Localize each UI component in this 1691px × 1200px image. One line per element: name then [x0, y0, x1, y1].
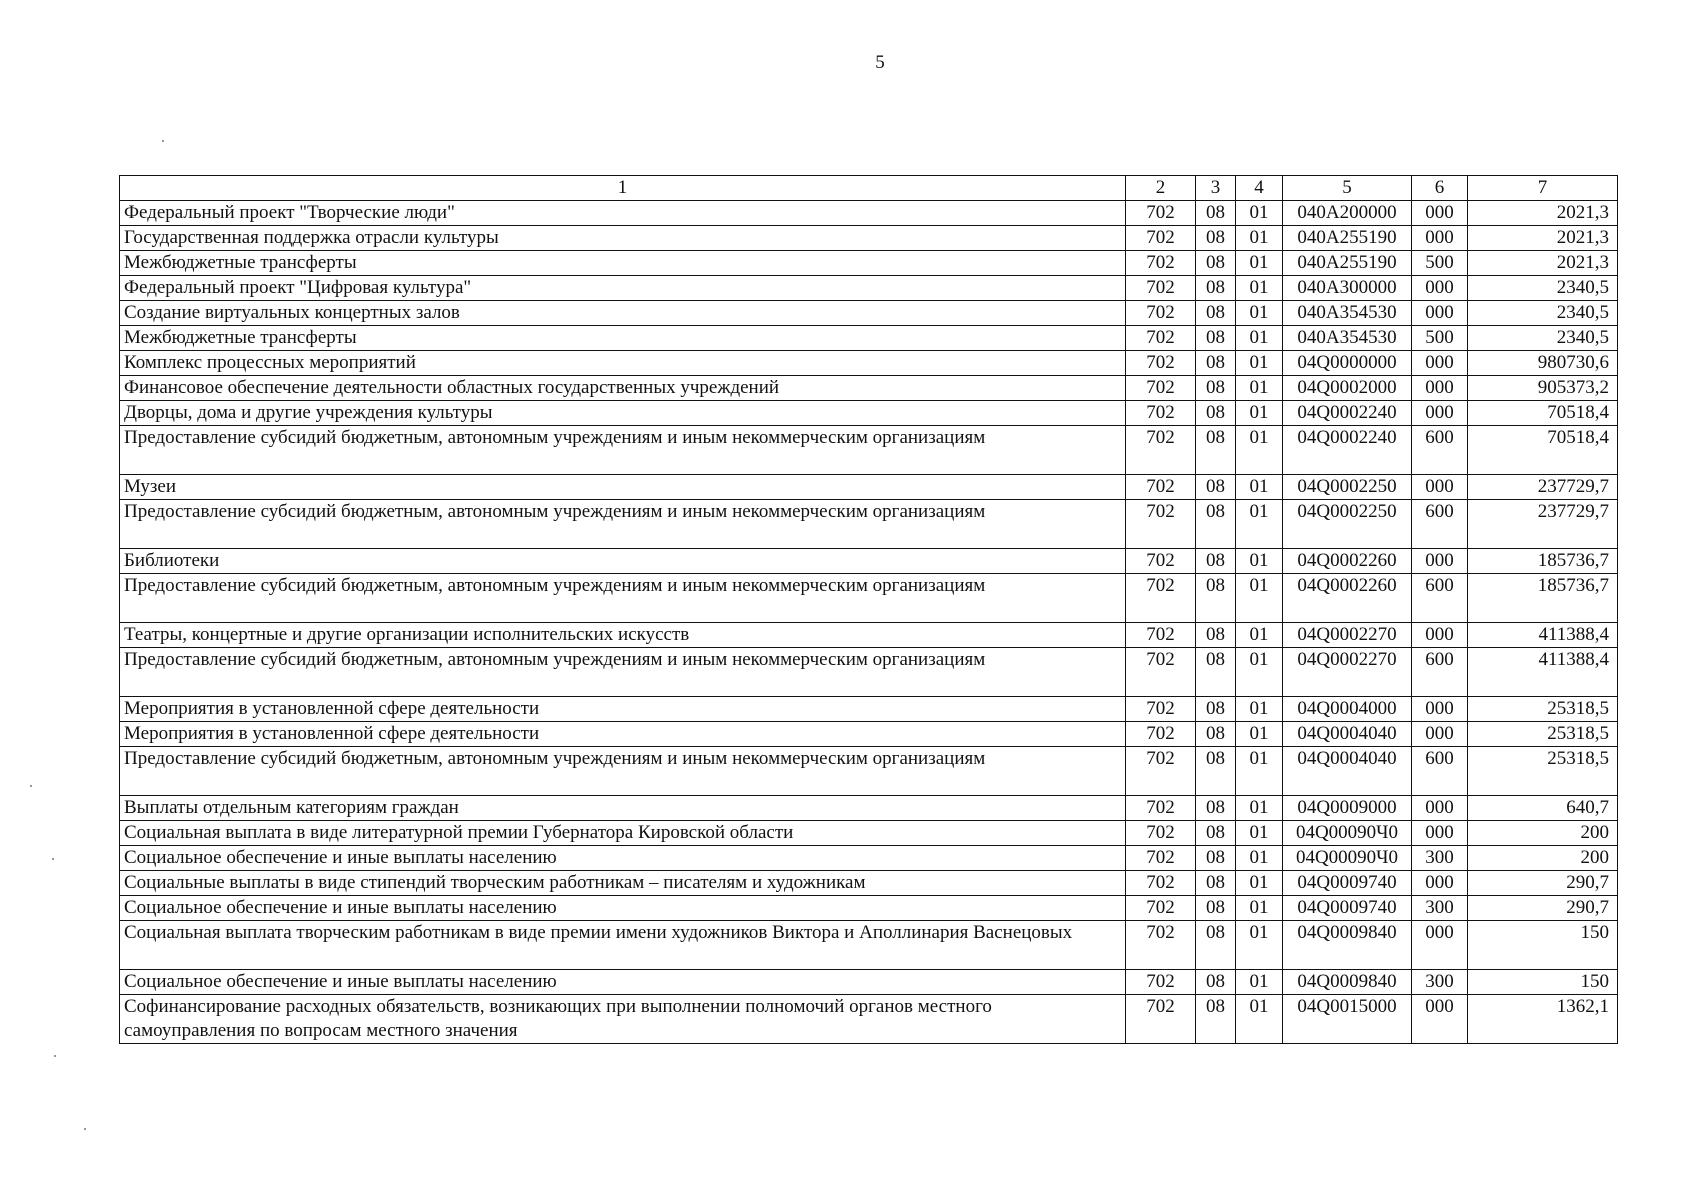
row-name: Социальное обеспечение и иные выплаты населению: [120, 970, 1126, 995]
row-name: Финансовое обеспечение деятельности областных государственных учреждений: [120, 376, 1126, 401]
row-name: Социальное обеспечение и иные выплаты населению: [120, 846, 1126, 871]
row-expense-type: 300: [1412, 896, 1468, 921]
column-header-expense-type: 6: [1412, 176, 1468, 201]
row-target-item: 04Q0009000: [1283, 796, 1412, 821]
table-row: [120, 549, 1618, 574]
row-expense-type: 000: [1412, 995, 1468, 1044]
row-amount: 70518,4: [1468, 401, 1618, 426]
row-subsection: 01: [1236, 796, 1283, 821]
row-section: 08: [1196, 301, 1236, 326]
row-expense-type: 000: [1412, 276, 1468, 301]
row-subsection: 01: [1236, 722, 1283, 747]
column-header-code: 2: [1126, 176, 1196, 201]
row-section: 08: [1196, 846, 1236, 871]
row-subsection: 01: [1236, 574, 1283, 623]
table-header-row: [120, 176, 1618, 201]
row-section: 08: [1196, 426, 1236, 475]
row-target-item: 04Q0000000: [1283, 351, 1412, 376]
row-target-item: 04Q0002000: [1283, 376, 1412, 401]
row-code: 702: [1126, 995, 1196, 1044]
row-amount: 980730,6: [1468, 351, 1618, 376]
row-section: 08: [1196, 351, 1236, 376]
row-section: 08: [1196, 549, 1236, 574]
table-row: [120, 500, 1618, 549]
row-subsection: 01: [1236, 747, 1283, 796]
row-subsection: 01: [1236, 549, 1283, 574]
table-row: [120, 970, 1618, 995]
row-section: 08: [1196, 475, 1236, 500]
row-section: 08: [1196, 401, 1236, 426]
table-row: [120, 401, 1618, 426]
table-row: [120, 871, 1618, 896]
row-name: Мероприятия в установленной сфере деятельности: [120, 722, 1126, 747]
row-target-item: 04Q0004000: [1283, 697, 1412, 722]
row-expense-type: 000: [1412, 722, 1468, 747]
row-target-item: 04Q00090Ч0: [1283, 846, 1412, 871]
row-target-item: 040A300000: [1283, 276, 1412, 301]
row-amount: 2340,5: [1468, 276, 1618, 301]
table-row: [120, 475, 1618, 500]
row-section: 08: [1196, 648, 1236, 697]
row-expense-type: 000: [1412, 623, 1468, 648]
row-name: Мероприятия в установленной сфере деятельности: [120, 697, 1126, 722]
row-target-item: 04Q0002270: [1283, 648, 1412, 697]
row-code: 702: [1126, 351, 1196, 376]
row-target-item: 040A354530: [1283, 326, 1412, 351]
row-amount: 411388,4: [1468, 623, 1618, 648]
row-name: Социальная выплата в виде литературной премии Губернатора Кировской области: [120, 821, 1126, 846]
table-row: [120, 351, 1618, 376]
row-section: 08: [1196, 970, 1236, 995]
row-subsection: 01: [1236, 970, 1283, 995]
row-target-item: 04Q0015000: [1283, 995, 1412, 1044]
row-expense-type: 000: [1412, 475, 1468, 500]
table-row: [120, 251, 1618, 276]
row-section: 08: [1196, 251, 1236, 276]
row-code: 702: [1126, 821, 1196, 846]
row-amount: 237729,7: [1468, 475, 1618, 500]
row-section: 08: [1196, 896, 1236, 921]
table-row: [120, 226, 1618, 251]
row-expense-type: 000: [1412, 549, 1468, 574]
row-expense-type: 000: [1412, 821, 1468, 846]
row-amount: 200: [1468, 821, 1618, 846]
row-code: 702: [1126, 475, 1196, 500]
scan-speck: [162, 140, 164, 142]
row-name: Театры, концертные и другие организации исполнительских искусств: [120, 623, 1126, 648]
row-target-item: 04Q0002260: [1283, 574, 1412, 623]
row-subsection: 01: [1236, 426, 1283, 475]
row-expense-type: 600: [1412, 747, 1468, 796]
column-header-section: 3: [1196, 176, 1236, 201]
table-body: [120, 201, 1618, 1044]
row-amount: 150: [1468, 970, 1618, 995]
table-row: [120, 574, 1618, 623]
row-name: Дворцы, дома и другие учреждения культуры: [120, 401, 1126, 426]
row-target-item: 040A354530: [1283, 301, 1412, 326]
table-row: [120, 301, 1618, 326]
table-row: [120, 201, 1618, 226]
row-name: Социальные выплаты в виде стипендий творческим работникам – писателям и художникам: [120, 871, 1126, 896]
row-amount: 150: [1468, 921, 1618, 970]
row-name: Федеральный проект "Цифровая культура": [120, 276, 1126, 301]
row-amount: 290,7: [1468, 896, 1618, 921]
row-code: 702: [1126, 276, 1196, 301]
row-subsection: 01: [1236, 326, 1283, 351]
row-expense-type: 600: [1412, 648, 1468, 697]
row-section: 08: [1196, 201, 1236, 226]
row-name: Межбюджетные трансферты: [120, 251, 1126, 276]
row-amount: 2340,5: [1468, 301, 1618, 326]
row-subsection: 01: [1236, 475, 1283, 500]
row-section: 08: [1196, 747, 1236, 796]
row-section: 08: [1196, 276, 1236, 301]
row-code: 702: [1126, 401, 1196, 426]
table-row: [120, 326, 1618, 351]
row-amount: 2021,3: [1468, 201, 1618, 226]
row-target-item: 04Q0009840: [1283, 921, 1412, 970]
row-expense-type: 600: [1412, 574, 1468, 623]
row-name: Библиотеки: [120, 549, 1126, 574]
row-expense-type: 500: [1412, 326, 1468, 351]
page-number: 5: [875, 52, 885, 73]
scan-speck: [54, 1055, 56, 1057]
row-expense-type: 000: [1412, 871, 1468, 896]
row-amount: 2021,3: [1468, 251, 1618, 276]
scan-speck: [52, 858, 54, 860]
row-code: 702: [1126, 970, 1196, 995]
row-subsection: 01: [1236, 995, 1283, 1044]
column-header-amount: 7: [1468, 176, 1618, 201]
row-code: 702: [1126, 201, 1196, 226]
row-amount: 237729,7: [1468, 500, 1618, 549]
row-subsection: 01: [1236, 201, 1283, 226]
row-expense-type: 500: [1412, 251, 1468, 276]
row-amount: 185736,7: [1468, 574, 1618, 623]
table-row: [120, 747, 1618, 796]
row-code: 702: [1126, 426, 1196, 475]
row-target-item: 04Q0002240: [1283, 401, 1412, 426]
row-name: Выплаты отдельным категориям граждан: [120, 796, 1126, 821]
row-subsection: 01: [1236, 401, 1283, 426]
row-subsection: 01: [1236, 251, 1283, 276]
row-name: Социальное обеспечение и иные выплаты населению: [120, 896, 1126, 921]
row-code: 702: [1126, 500, 1196, 549]
row-name: Социальная выплата творческим работникам в виде премии имени художников Виктора и Аполлинария Васнецовых: [120, 921, 1126, 970]
row-name: Предоставление субсидий бюджетным, автономным учреждениям и иным некоммерческим организациям: [120, 574, 1126, 623]
table-row: [120, 846, 1618, 871]
row-name: Государственная поддержка отрасли культуры: [120, 226, 1126, 251]
row-subsection: 01: [1236, 623, 1283, 648]
row-section: 08: [1196, 871, 1236, 896]
row-code: 702: [1126, 376, 1196, 401]
row-section: 08: [1196, 722, 1236, 747]
row-expense-type: 600: [1412, 500, 1468, 549]
row-code: 702: [1126, 871, 1196, 896]
row-expense-type: 000: [1412, 796, 1468, 821]
row-amount: 185736,7: [1468, 549, 1618, 574]
row-expense-type: 000: [1412, 921, 1468, 970]
column-header-target-item: 5: [1283, 176, 1412, 201]
row-subsection: 01: [1236, 821, 1283, 846]
table-row: [120, 896, 1618, 921]
row-amount: 70518,4: [1468, 426, 1618, 475]
row-section: 08: [1196, 821, 1236, 846]
row-expense-type: 000: [1412, 301, 1468, 326]
row-subsection: 01: [1236, 846, 1283, 871]
row-target-item: 040A255190: [1283, 226, 1412, 251]
row-amount: 2021,3: [1468, 226, 1618, 251]
row-section: 08: [1196, 376, 1236, 401]
row-amount: 411388,4: [1468, 648, 1618, 697]
row-amount: 1362,1: [1468, 995, 1618, 1044]
row-section: 08: [1196, 921, 1236, 970]
scan-speck: [30, 785, 32, 787]
row-code: 702: [1126, 722, 1196, 747]
row-expense-type: 000: [1412, 201, 1468, 226]
table-row: [120, 376, 1618, 401]
row-expense-type: 000: [1412, 226, 1468, 251]
table-row: [120, 276, 1618, 301]
table-row: [120, 796, 1618, 821]
row-target-item: 04Q0009740: [1283, 871, 1412, 896]
row-name: Комплекс процессных мероприятий: [120, 351, 1126, 376]
row-target-item: 04Q0002240: [1283, 426, 1412, 475]
table-row: [120, 623, 1618, 648]
row-section: 08: [1196, 226, 1236, 251]
row-target-item: 04Q0009840: [1283, 970, 1412, 995]
row-name: Предоставление субсидий бюджетным, автономным учреждениям и иным некоммерческим организациям: [120, 500, 1126, 549]
row-subsection: 01: [1236, 226, 1283, 251]
row-amount: 640,7: [1468, 796, 1618, 821]
row-target-item: 04Q0002250: [1283, 475, 1412, 500]
row-code: 702: [1126, 846, 1196, 871]
row-subsection: 01: [1236, 301, 1283, 326]
row-code: 702: [1126, 648, 1196, 697]
row-subsection: 01: [1236, 351, 1283, 376]
row-expense-type: 300: [1412, 846, 1468, 871]
row-name: Музеи: [120, 475, 1126, 500]
row-amount: 905373,2: [1468, 376, 1618, 401]
row-name: Предоставление субсидий бюджетным, автономным учреждениям и иным некоммерческим организациям: [120, 426, 1126, 475]
row-code: 702: [1126, 574, 1196, 623]
row-target-item: 04Q0002260: [1283, 549, 1412, 574]
row-name: Федеральный проект "Творческие люди": [120, 201, 1126, 226]
row-expense-type: 300: [1412, 970, 1468, 995]
row-code: 702: [1126, 623, 1196, 648]
row-amount: 290,7: [1468, 871, 1618, 896]
row-target-item: 04Q0002270: [1283, 623, 1412, 648]
row-target-item: 04Q0004040: [1283, 722, 1412, 747]
row-amount: 2340,5: [1468, 326, 1618, 351]
row-expense-type: 000: [1412, 697, 1468, 722]
row-code: 702: [1126, 896, 1196, 921]
row-name: Софинансирование расходных обязательств, возникающих при выполнении полномочий органов местного самоуправления по вопросам местного значения: [120, 995, 1126, 1044]
row-amount: 25318,5: [1468, 722, 1618, 747]
row-code: 702: [1126, 747, 1196, 796]
row-section: 08: [1196, 574, 1236, 623]
row-section: 08: [1196, 500, 1236, 549]
row-code: 702: [1126, 796, 1196, 821]
row-name: Предоставление субсидий бюджетным, автономным учреждениям и иным некоммерческим организациям: [120, 648, 1126, 697]
row-amount: 25318,5: [1468, 697, 1618, 722]
row-name: Межбюджетные трансферты: [120, 326, 1126, 351]
table-row: [120, 821, 1618, 846]
row-code: 702: [1126, 921, 1196, 970]
row-code: 702: [1126, 226, 1196, 251]
row-subsection: 01: [1236, 697, 1283, 722]
row-subsection: 01: [1236, 896, 1283, 921]
table-row: [120, 995, 1618, 1044]
row-section: 08: [1196, 697, 1236, 722]
budget-table: [119, 175, 1618, 1044]
row-target-item: 04Q0004040: [1283, 747, 1412, 796]
scan-speck: [84, 1128, 86, 1130]
row-amount: 25318,5: [1468, 747, 1618, 796]
table-row: [120, 921, 1618, 970]
column-header-name: 1: [120, 176, 1126, 201]
row-subsection: 01: [1236, 871, 1283, 896]
row-name: Предоставление субсидий бюджетным, автономным учреждениям и иным некоммерческим организациям: [120, 747, 1126, 796]
row-subsection: 01: [1236, 376, 1283, 401]
row-target-item: 04Q00090Ч0: [1283, 821, 1412, 846]
row-section: 08: [1196, 995, 1236, 1044]
row-subsection: 01: [1236, 921, 1283, 970]
row-section: 08: [1196, 326, 1236, 351]
row-target-item: 04Q0009740: [1283, 896, 1412, 921]
row-code: 702: [1126, 301, 1196, 326]
row-amount: 200: [1468, 846, 1618, 871]
row-target-item: 04Q0002250: [1283, 500, 1412, 549]
row-subsection: 01: [1236, 500, 1283, 549]
row-code: 702: [1126, 326, 1196, 351]
row-code: 702: [1126, 549, 1196, 574]
row-name: Создание виртуальных концертных залов: [120, 301, 1126, 326]
row-code: 702: [1126, 251, 1196, 276]
row-code: 702: [1126, 697, 1196, 722]
row-expense-type: 000: [1412, 401, 1468, 426]
row-expense-type: 600: [1412, 426, 1468, 475]
row-target-item: 040A255190: [1283, 251, 1412, 276]
row-section: 08: [1196, 623, 1236, 648]
table-row: [120, 722, 1618, 747]
table-row: [120, 648, 1618, 697]
table-row: [120, 426, 1618, 475]
row-expense-type: 000: [1412, 351, 1468, 376]
row-subsection: 01: [1236, 648, 1283, 697]
row-target-item: 040A200000: [1283, 201, 1412, 226]
row-section: 08: [1196, 796, 1236, 821]
column-header-subsection: 4: [1236, 176, 1283, 201]
table-row: [120, 697, 1618, 722]
row-subsection: 01: [1236, 276, 1283, 301]
row-expense-type: 000: [1412, 376, 1468, 401]
